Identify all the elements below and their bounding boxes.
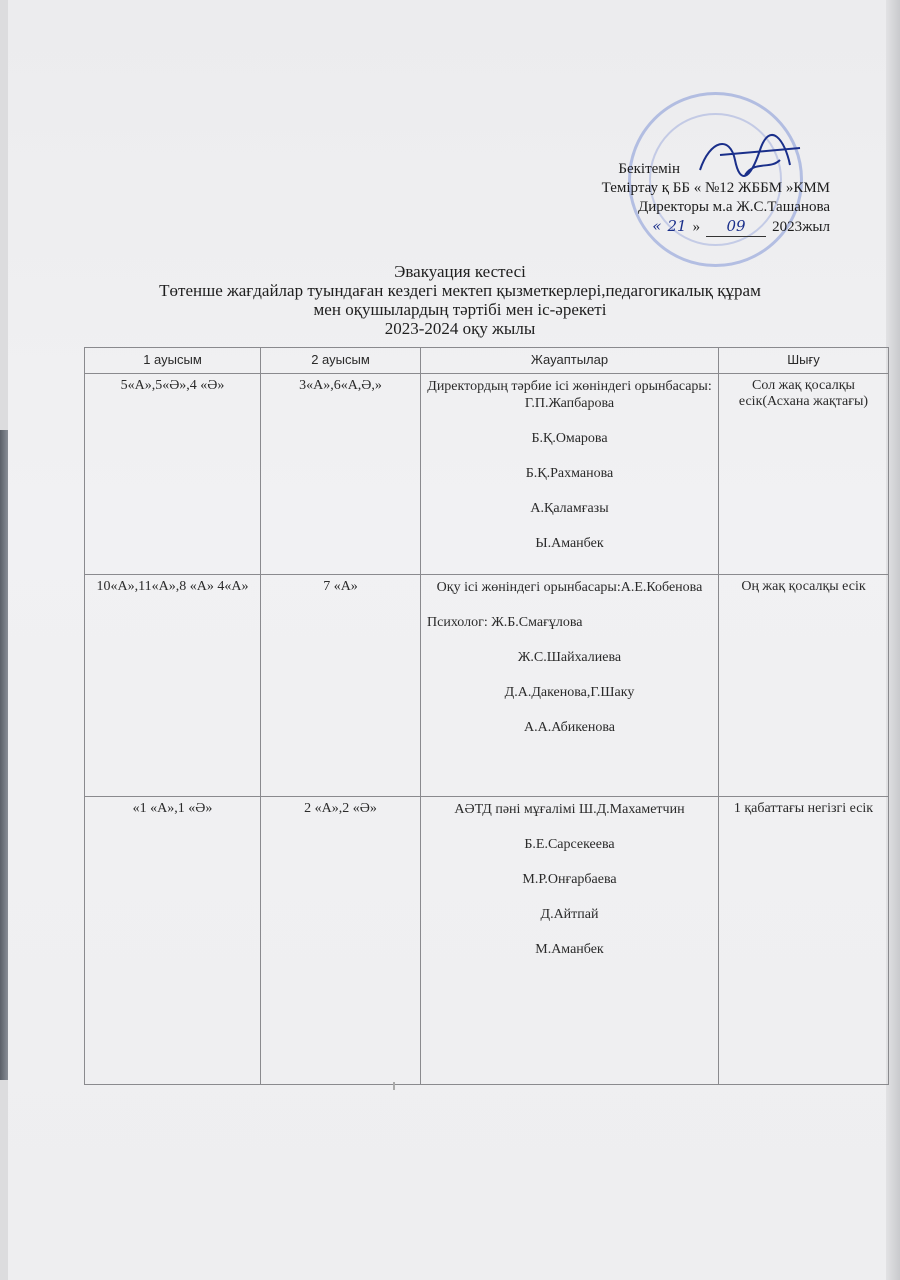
cell-shift1: 5«А»,5«Ә»,4 «Ә» bbox=[85, 374, 261, 575]
responsible-name: А.А.Абикенова bbox=[523, 720, 616, 735]
document-title: Эвакуация кестесі bbox=[394, 262, 526, 281]
responsible-name: Оқу ісі жөніндегі орынбасары:А.Е.Кобенова bbox=[436, 580, 703, 595]
col-header-exit: Шығу bbox=[719, 348, 889, 374]
col-header-responsible: Жауаптылар bbox=[421, 348, 719, 374]
cell-responsible bbox=[421, 374, 719, 575]
date-month: 09 bbox=[706, 217, 766, 237]
responsible-name: Б.Е.Сарсекеева bbox=[524, 837, 615, 852]
pen-mark bbox=[393, 1082, 395, 1090]
table-header-row bbox=[85, 348, 889, 374]
document-year: 2023-2024 оқу жылы bbox=[384, 319, 536, 338]
document-title-block bbox=[80, 262, 840, 338]
cell-exit: Сол жақ қосалқы есік(Асхана жақтағы) bbox=[719, 374, 889, 575]
approve-label: Бекітемін bbox=[618, 161, 680, 177]
approval-block bbox=[530, 160, 830, 237]
organization-line: Теміртау қ ББ « №12 ЖББМ »КММ bbox=[601, 180, 830, 196]
evacuation-table bbox=[84, 347, 889, 1085]
responsible-name: М.Аманбек bbox=[535, 942, 604, 957]
table-row bbox=[85, 575, 889, 797]
col-header-shift1: 1 ауысым bbox=[85, 348, 261, 374]
cell-shift2: 3«А»,6«А,Ә,» bbox=[261, 374, 421, 575]
cell-shift1: «1 «А»,1 «Ә» bbox=[85, 797, 261, 1085]
responsible-name: Ж.С.Шайхалиева bbox=[517, 650, 622, 665]
cell-exit: Оң жақ қосалқы есік bbox=[719, 575, 889, 797]
table-row bbox=[85, 374, 889, 575]
cell-shift2: 2 «А»,2 «Ә» bbox=[261, 797, 421, 1085]
date-year: 2023жыл bbox=[772, 219, 830, 235]
cell-exit: 1 қабаттағы негізгі есік bbox=[719, 797, 889, 1085]
responsible-name: Д.А.Дакенова,Г.Шаку bbox=[504, 685, 635, 700]
responsible-name: М.Р.Онғарбаева bbox=[522, 872, 617, 887]
table-row bbox=[85, 797, 889, 1085]
responsible-name: Б.Қ.Рахманова bbox=[525, 466, 614, 481]
responsible-name: А.Қаламғазы bbox=[530, 501, 609, 516]
cell-shift1: 10«А»,11«А»,8 «А» 4«А» bbox=[85, 575, 261, 797]
director-line: Директоры м.а Ж.С.Ташанова bbox=[637, 199, 830, 215]
document-subtitle-1: Төтенше жағдайлар туындаған кездегі мектеп қызметкерлері,педагогикалық құрам bbox=[159, 281, 761, 300]
responsible-name: Б.Қ.Омарова bbox=[531, 431, 608, 446]
date-close: » bbox=[692, 219, 701, 235]
responsible-name: Ы.Аманбек bbox=[535, 536, 604, 551]
cell-shift2: 7 «А» bbox=[261, 575, 421, 797]
date-open: « bbox=[652, 217, 662, 235]
document-subtitle-2: мен оқушылардың тәртібі мен іс-әрекеті bbox=[313, 300, 607, 319]
col-header-shift2: 2 ауысым bbox=[261, 348, 421, 374]
cell-responsible bbox=[421, 575, 719, 797]
responsible-name: Директордың тәрбие ісі жөніндегі орынбасары: Г.П.Жапбарова bbox=[427, 379, 712, 411]
approval-date bbox=[530, 217, 830, 237]
cell-responsible bbox=[421, 797, 719, 1085]
responsible-name: АӘТД пәні мұғалімі Ш.Д.Махаметчин bbox=[454, 802, 685, 817]
responsible-name: Психолог: Ж.Б.Смағұлова bbox=[427, 615, 583, 630]
responsible-name: Д.Айтпай bbox=[540, 907, 599, 922]
date-day: 21 bbox=[667, 217, 687, 235]
